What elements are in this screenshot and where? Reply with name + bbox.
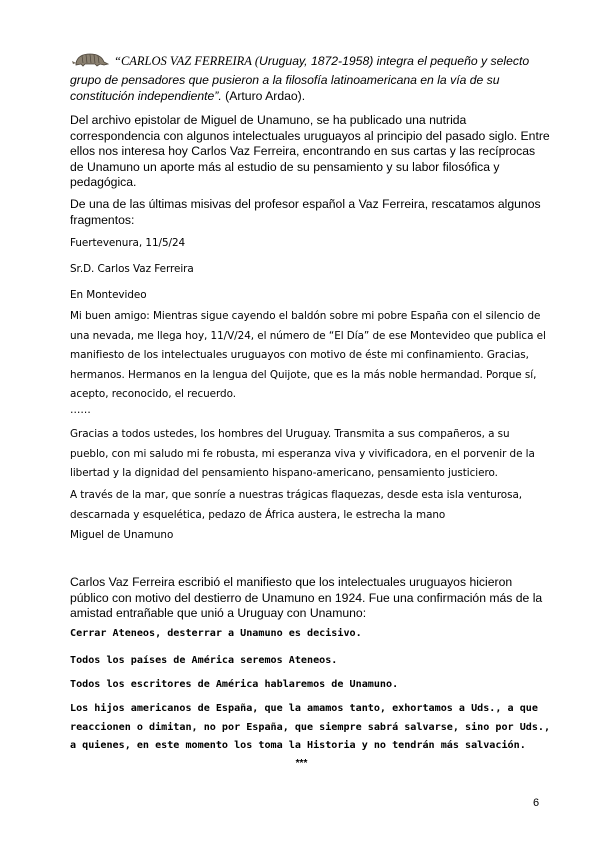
letter-addressee: Sr.D. Carlos Vaz Ferreira: [70, 263, 194, 275]
armadillo-icon: [70, 52, 110, 72]
intro-attribution: (Arturo Ardao).: [221, 89, 306, 103]
intro-lead: “CARLOS VAZ FERREIRA (: [114, 54, 260, 68]
letter-body-3: A través de la mar, que sonríe a nuestras trágicas flaquezas, desde esta isla venturosa, descarnada y esquelética, pedazo de África austera, le estrecha la mano: [70, 489, 523, 521]
letter-city: En Montevideo: [70, 289, 147, 301]
page-number: 6: [533, 797, 540, 809]
manifesto-line-2: Todos los países de América seremos Ateneos.: [70, 655, 338, 666]
letter-body-2: Gracias a todos ustedes, los hombres del Uruguay. Transmita a sus compañeros, a su pueblo, con mi saludo mi fe robusta, mi esperanza viva y vivificadora, en el porvenir de la libertad y la dignidad del pensamiento hispano-americano, pensamiento justiciero.: [70, 428, 535, 480]
letter-body-1: Mi buen amigo: Mientras sigue cayendo el baldón sobre mi pobre España con el silencio de una nevada, me llega hoy, 11/V/24, el número de “El Día” de ese Montevideo que publica el manifiesto de los intelectuales uruguayos con motivo de éste mi confinamiento. Gracias, hermanos. Hermanos en la lengua del Quijote, que es la más noble hermandad. Porque sí, acepto, reconocido, el recuerdo.: [70, 310, 546, 401]
last-letters-paragraph: De una de las últimas misivas del profesor español a Vaz Ferreira, rescatamos algunos fragmentos:: [70, 197, 541, 227]
letter-ellipsis: ……: [70, 404, 91, 416]
manifesto-intro: Carlos Vaz Ferreira escribió el manifiesto que los intelectuales uruguayos hicieron público con motivo del destierro de Unamuno en 1924. Fue una confirmación más de la amistad entrañable que unió a Uruguay con Unamuno:: [70, 575, 543, 621]
intro-paragraph: [70, 52, 550, 104]
section-separator: ***: [295, 758, 308, 769]
manifesto-line-3: Todos los escritores de América hablaremos de Unamuno.: [70, 679, 399, 690]
manifesto-line-4: Los hijos americanos de España, que la amamos tanto, exhortamos a Uds., a que reaccionen o dimitan, no por España, que siempre sabrá salvarse, sino por Uds., a quienes, en este momento los toma la Historia y no tendrán más salvación.: [70, 703, 551, 752]
letter-signature: Miguel de Unamuno: [70, 529, 174, 541]
archive-paragraph: Del archivo epistolar de Miguel de Unamuno, se ha publicado una nutrida correspondencia con algunos intelectuales uruguayos al principio del pasado siglo. Entre ellos nos interesa hoy Carlos Vaz Ferreira, encontrando en sus cartas y las recíprocas de Unamuno un aporte más al estudio de su pensamiento y su labor filosófica y pedagógica.: [70, 113, 550, 190]
letter-place-date: Fuertevenura, 11/5/24: [70, 237, 186, 249]
intro-text: Uruguay, 1872-1958) integra el pequeño y selecto grupo de pensadores que pusieron a la filosofía latinoamericana en la vía de su constitución independiente”.: [70, 54, 530, 103]
manifesto-line-1: Cerrar Ateneos, desterrar a Unamuno es decisivo.: [70, 628, 362, 639]
